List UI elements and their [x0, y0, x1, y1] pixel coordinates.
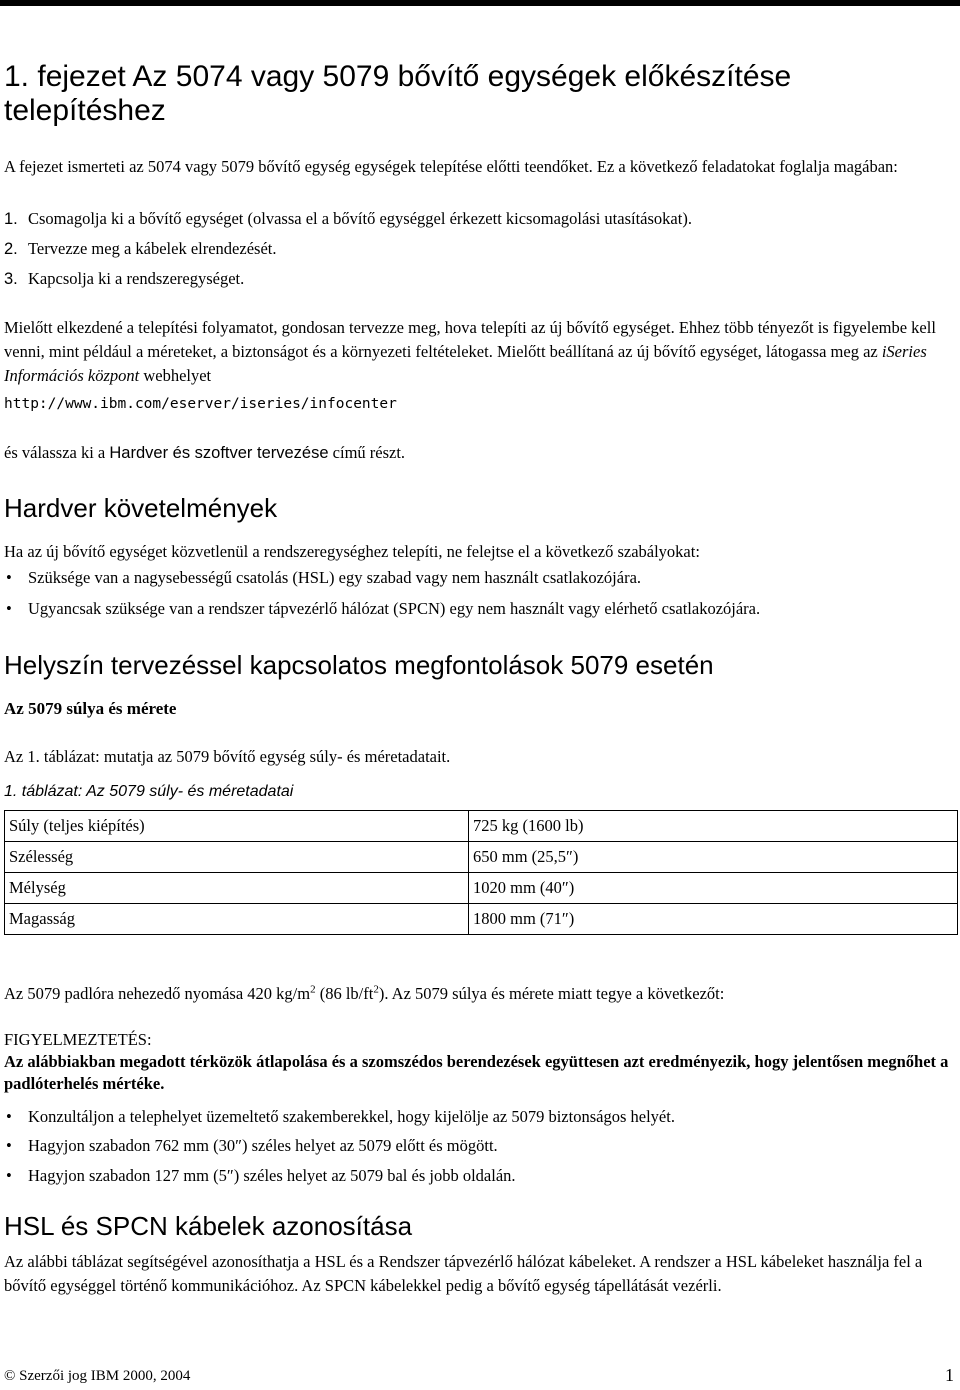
bullet-text: Ugyancsak szüksége van a rendszer tápvezérlő hálózat (SPCN) egy nem használt vagy elérhető csatlakozójára.	[28, 599, 761, 618]
hardware-bullet-2	[4, 599, 760, 619]
step-number: 1.	[4, 210, 18, 228]
table-row	[5, 811, 958, 842]
bullet-icon: •	[6, 1107, 12, 1126]
warning-text: Az alábbiakban megadott térközök átlapolása és a szomszédos berendezések együttesen azt eredményezik, hogy jelentősen megnőhet a padlóterhelés mértéke.	[4, 1052, 949, 1093]
table-cell-value: 1020 mm (40″)	[469, 873, 958, 904]
table-cell-label: Súly (teljes kiépítés)	[5, 811, 469, 842]
table-cell-value: 650 mm (25,5″)	[469, 842, 958, 873]
planning-text: Mielőtt elkezdené a telepítési folyamatot, gondosan tervezze meg, hova telepíti az új bővítő egységet. Ehhez több tényezőt is figyelembe kell venni, mint például a méreteket, a biztonságot és a környezeti feltételeket. Mielőtt beállítaná az új bővítő egységet, látogassa meg az	[4, 318, 936, 361]
step-3	[4, 269, 244, 289]
table-cell-label: Magasság	[5, 904, 469, 935]
infocenter-url[interactable]: http://www.ibm.com/eserver/iseries/infocenter	[4, 396, 397, 412]
cables-heading: HSL és SPCN kábelek azonosítása	[4, 1211, 413, 1241]
table-cell-value: 1800 mm (71″)	[469, 904, 958, 935]
step-1	[4, 209, 692, 229]
step-text: Tervezze meg a kábelek elrendezését.	[28, 239, 277, 258]
pressure-sup2: 2	[373, 983, 379, 996]
table-cell-label: Szélesség	[5, 842, 469, 873]
select-topic: Hardver és szoftver tervezése	[109, 444, 329, 462]
pressure-text-b: (86 lb/ft	[315, 984, 374, 1003]
table-cell-value: 725 kg (1600 lb)	[469, 811, 958, 842]
table-row	[5, 842, 958, 873]
floor-pressure-text	[4, 982, 952, 1006]
infocenter-title: iSeries Információs központ	[4, 342, 927, 385]
bullet-text: Hagyjon szabadon 762 mm (30″) széles helyet az 5079 előtt és mögött.	[28, 1136, 498, 1155]
table-caption: 1. táblázat: Az 5079 súly- és méretadatai	[4, 783, 294, 800]
pressure-text-a: Az 5079 padlóra nehezedő nyomása 420 kg/m	[4, 984, 311, 1003]
step-text: Csomagolja ki a bővítő egységet (olvassa el a bővítő egységgel érkezett kicsomagolási utasításokat).	[28, 209, 692, 228]
select-prefix: és válassza ki a	[4, 443, 106, 462]
hardware-heading: Hardver követelmények	[4, 493, 278, 523]
site-heading: Helyszín tervezéssel kapcsolatos megfontolások 5079 esetén	[4, 650, 714, 680]
cables-paragraph: Az alábbi táblázat segítségével azonosíthatja a HSL és a Rendszer tápvezérlő hálózat kábeleket. A rendszer a HSL kábeleket használja fel a bővítő egységgel történő kommunikációhoz. Az SPCN kábelekkel pedig a bővítő egység tápellátását vezérli.	[4, 1252, 923, 1295]
bullet-icon: •	[6, 568, 12, 587]
table-reference: Az 1. táblázat: mutatja az 5079 bővítő egység súly- és méretadatait.	[4, 747, 451, 766]
site-bullet-3	[4, 1166, 516, 1186]
planning-paragraph	[4, 316, 952, 388]
hardware-intro: Ha az új bővítő egységet közvetlenül a rendszeregységhez telepíti, ne felejtse el a következő szabályokat:	[4, 542, 700, 561]
step-text: Kapcsolja ki a rendszeregységet.	[28, 269, 245, 288]
bullet-text: Hagyjon szabadon 127 mm (5″) széles helyet az 5079 bal és jobb oldalán.	[28, 1166, 516, 1185]
step-number: 3.	[4, 270, 18, 288]
page-number: 1	[945, 1365, 954, 1385]
site-bullet-2	[4, 1136, 498, 1156]
bullet-text: Konzultáljon a telephelyet üzemeltető szakemberekkel, hogy kijelölje az 5079 biztonságos helyét.	[28, 1107, 675, 1126]
weight-size-subheading: Az 5079 súlya és mérete	[4, 699, 177, 718]
planning-text-after: webhelyet	[143, 366, 212, 385]
table-cell-label: Mélység	[5, 873, 469, 904]
step-number: 2.	[4, 240, 18, 258]
bullet-icon: •	[6, 1166, 12, 1185]
bullet-icon: •	[6, 1136, 12, 1155]
bullet-text: Szüksége van a nagysebességű csatolás (HSL) egy szabad vagy nem használt csatlakozójára.	[28, 568, 642, 587]
select-topic-line	[4, 441, 952, 465]
hardware-bullet-1	[4, 568, 641, 588]
select-suffix: című részt.	[332, 443, 406, 462]
warning-block	[4, 1029, 952, 1095]
table-row	[5, 873, 958, 904]
step-2	[4, 239, 276, 259]
top-rule	[0, 0, 960, 6]
intro-paragraph: A fejezet ismerteti az 5074 vagy 5079 bővítő egység egységek telepítése előtti teendőket. Ez a következő feladatokat foglalja magában:	[4, 157, 898, 176]
chapter-title	[4, 60, 952, 128]
chapter-title-line1: 1. fejezet Az 5074 vagy 5079 bővítő egységek előkészítése	[4, 60, 792, 93]
warning-label: FIGYELMEZTETÉS:	[4, 1030, 152, 1049]
dimensions-table	[4, 810, 958, 935]
copyright-notice: © Szerzői jog IBM 2000, 2004	[4, 1368, 191, 1384]
bullet-icon: •	[6, 599, 12, 618]
pressure-sup1: 2	[310, 983, 316, 996]
table-row	[5, 904, 958, 935]
pressure-text-c: ). Az 5079 súlya és mérete miatt tegye a következőt:	[378, 984, 725, 1003]
site-bullet-1	[4, 1107, 675, 1127]
chapter-title-line2: telepítéshez	[4, 94, 166, 127]
